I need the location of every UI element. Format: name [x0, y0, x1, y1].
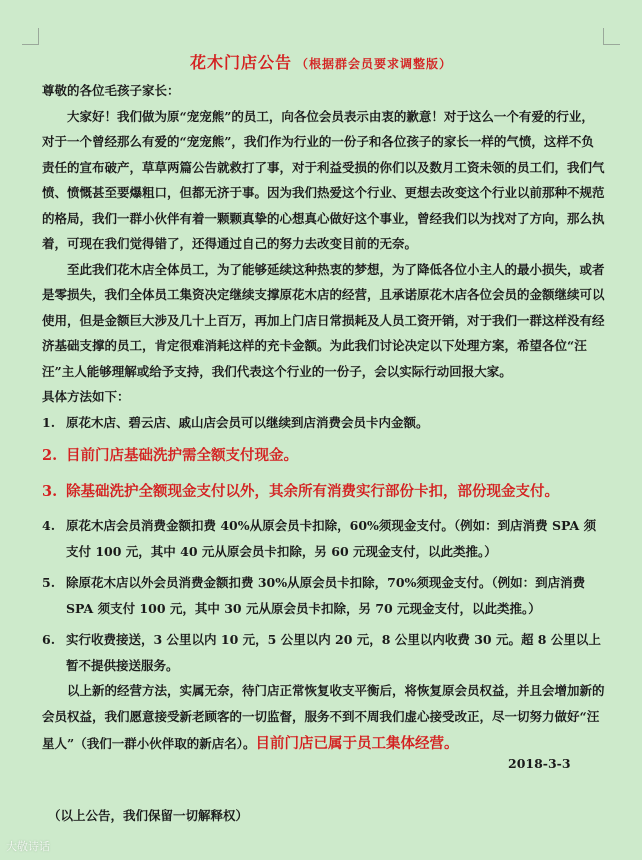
list-item-text: 实行收费接送，3 公里以内 10 元，5 公里以内 20 元，8 公里以内收费 30 元。超 8 公里以上暂不提供接送服务。	[66, 632, 601, 673]
notice-date: 2018-3-3	[508, 756, 571, 771]
methods-intro: 具体方法如下：	[42, 389, 130, 404]
list-item-number: 1.	[42, 414, 56, 430]
closing-paragraph	[42, 678, 606, 759]
watermark: 大敬诗话	[6, 840, 50, 853]
list-item	[42, 441, 606, 471]
list-item-text: 除基础洗护全额现金支付以外，其余所有消费实行部份卡扣，部份现金支付。	[66, 483, 559, 500]
list-item-text: 原花木店、碧云店、戚山店会员可以继续到店消费会员卡内金额。	[66, 414, 429, 430]
notice-title-subtitle: （根据群会员要求调整版）	[296, 57, 453, 71]
list-item-text: 原花木店会员消费金额扣费 40%从原会员卡扣除，60%须现金支付。（例如：到店消费 SPA 须支付 100 元，其中 40 元从原会员卡扣除，另 60 元现金支付，以此类推。）	[66, 518, 597, 559]
page-corner-mark-top-left	[22, 28, 39, 45]
list-item	[42, 513, 606, 564]
list-item-number: 5.	[42, 575, 56, 590]
list-item-text: 目前门店基础洗护需全额支付现金。	[66, 447, 298, 464]
list-item	[42, 570, 606, 621]
paragraph-apology: 大家好！我们做为原“宠宠熊”的员工，向各位会员表示由衷的歉意！对于这么一个有爱的行业，对于一个曾经那么有爱的“宠宠熊”，我们作为行业的一份子和各位孩子的家长一样的气愤，这样不负责任的宣布破产，草草两篇公告就救打了事，对于利益受损的你们以及数月工资未领的员工们，我们气愤、愤慨甚至要爆粗口，但都无济于事。因为我们热爱这个行业、更想去改变这个行业以前那种不规范的格局，我们一群小伙伴有着一颗颗真挚的心想真心做好这个事业，曾经我们以为找对了方向，那么执着，可现在我们觉得错了，还得通过自己的努力去改变目前的无奈。	[42, 108, 605, 251]
list-item-number: 2.	[42, 447, 58, 464]
notice-body	[42, 78, 606, 759]
list-item-number: 3.	[42, 483, 58, 500]
list-item-number: 6.	[42, 632, 56, 647]
greeting: 尊敬的各位毛孩子家长：	[42, 83, 180, 98]
list-item-number: 4.	[42, 518, 56, 533]
list-item	[42, 477, 606, 507]
list-item-text: 除原花木店以外会员消费金额扣费 30%从原会员卡扣除，70%须现金支付。（例如：到店消费 SPA 须支付 100 元，其中 30 元从原会员卡扣除，另 70 元现金支付，以此类推。）	[66, 575, 586, 616]
closing-text: 以上新的经营方法，实属无奈，待门店正常恢复收支平衡后，将恢复原会员权益，并且会增加新的会员权益，我们愿意接受新老顾客的一切监督，服务不到不周我们虚心接受改正，尽一切努力做好“汪星人”（我们一群小伙伴取的新店名）。	[42, 683, 605, 751]
methods-list	[42, 410, 606, 679]
page-corner-mark-top-right	[603, 28, 620, 45]
footer-note: （以上公告，我们保留一切解释权）	[48, 808, 249, 823]
notice-title-main: 花木门店公告	[189, 53, 292, 72]
list-item	[42, 627, 606, 678]
list-item	[42, 410, 606, 436]
notice-title	[0, 50, 642, 73]
closing-highlight: 目前门店已属于员工集体经营。	[255, 735, 459, 752]
paragraph-decision: 至此我们花木店全体员工，为了能够延续这种热衷的梦想，为了降低各位小主人的最小损失，或者是零损失，我们全体员工集资决定继续支撑原花木店的经营，且承诺原花木店各位会员的金额继续可以使用，但是金额巨大涉及几十上百万，再加上门店日常损耗及人员工资开销，对于我们一群这样没有经济基础支撑的员工，肯定很难消耗这样的充卡金额。为此我们讨论决定以下处理方案，希望各位“汪汪”主人能够理解或给予支持，我们代表这个行业的一份子，会以实际行动回报大家。	[42, 261, 605, 379]
